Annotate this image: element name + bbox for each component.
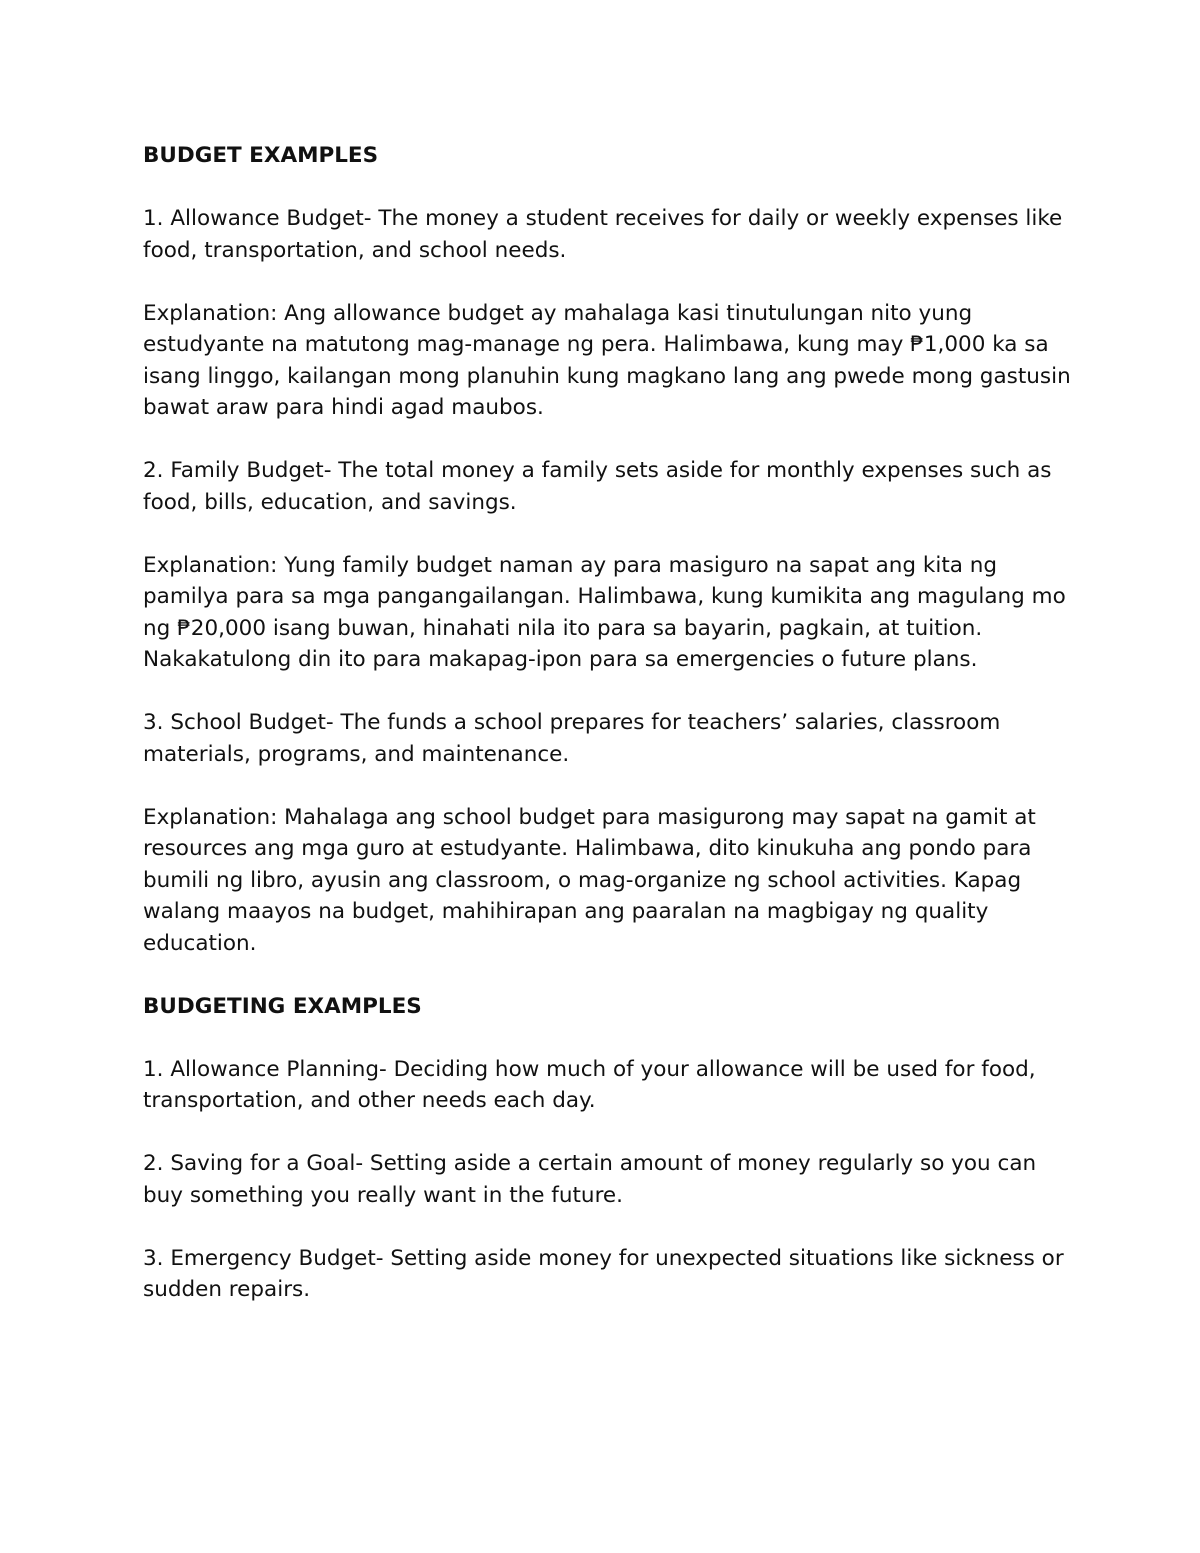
family-budget-definition: 2. Family Budget- The total money a family sets aside for monthly expenses such as food, bills, education, and savings.	[143, 458, 1052, 515]
section-heading-budgeting-examples: BUDGETING EXAMPLES	[143, 993, 422, 1019]
saving-for-goal-item: 2. Saving for a Goal- Setting aside a certain amount of money regularly so you can buy something you really want in the future.	[143, 1151, 1037, 1208]
allowance-budget-definition: 1. Allowance Budget- The money a student receives for daily or weekly expenses like food, transportation, and school needs.	[143, 206, 1063, 263]
emergency-budget-item: 3. Emergency Budget- Setting aside money for unexpected situations like sickness or sudden repairs.	[143, 1245, 1064, 1302]
school-budget-definition: 3. School Budget- The funds a school prepares for teachers’ salaries, classroom materials, programs, and maintenance.	[143, 710, 1001, 767]
allowance-budget-explanation: Explanation: Ang allowance budget ay mahalaga kasi tinutulungan nito yung estudyante na matutong mag-manage ng pera. Halimbawa, kung may ₱1,000 ka sa isang linggo, kailangan mong planuhin kung magkano lang ang pwede mong gastusin bawat araw para hindi agad maubos.	[143, 300, 1071, 420]
document-page	[143, 140, 1073, 1337]
family-budget-explanation: Explanation: Yung family budget naman ay para masiguro na sapat ang kita ng pamilya para sa mga pangangailangan. Halimbawa, kung kumikita ang magulang mo ng ₱20,000 isang buwan, hinahati nila ito para sa bayarin, pagkain, at tuition. Nakakatulong din ito para makapag-ipon para sa emergencies o future plans.	[143, 552, 1066, 672]
section-heading-budget-examples: BUDGET EXAMPLES	[143, 143, 379, 168]
school-budget-explanation: Explanation: Mahalaga ang school budget para masigurong may sapat na gamit at resources ang mga guro at estudyante. Halimbawa, dito kinukuha ang pondo para bumili ng libro, ayusin ang classroom, o mag-organize ng school activities. Kapag walang maayos na budget, mahihirapan ang paaralan na magbigay ng quality education.	[143, 804, 1036, 956]
allowance-planning-item: 1. Allowance Planning- Deciding how much of your allowance will be used for food, transportation, and other needs each day.	[143, 1056, 1036, 1113]
